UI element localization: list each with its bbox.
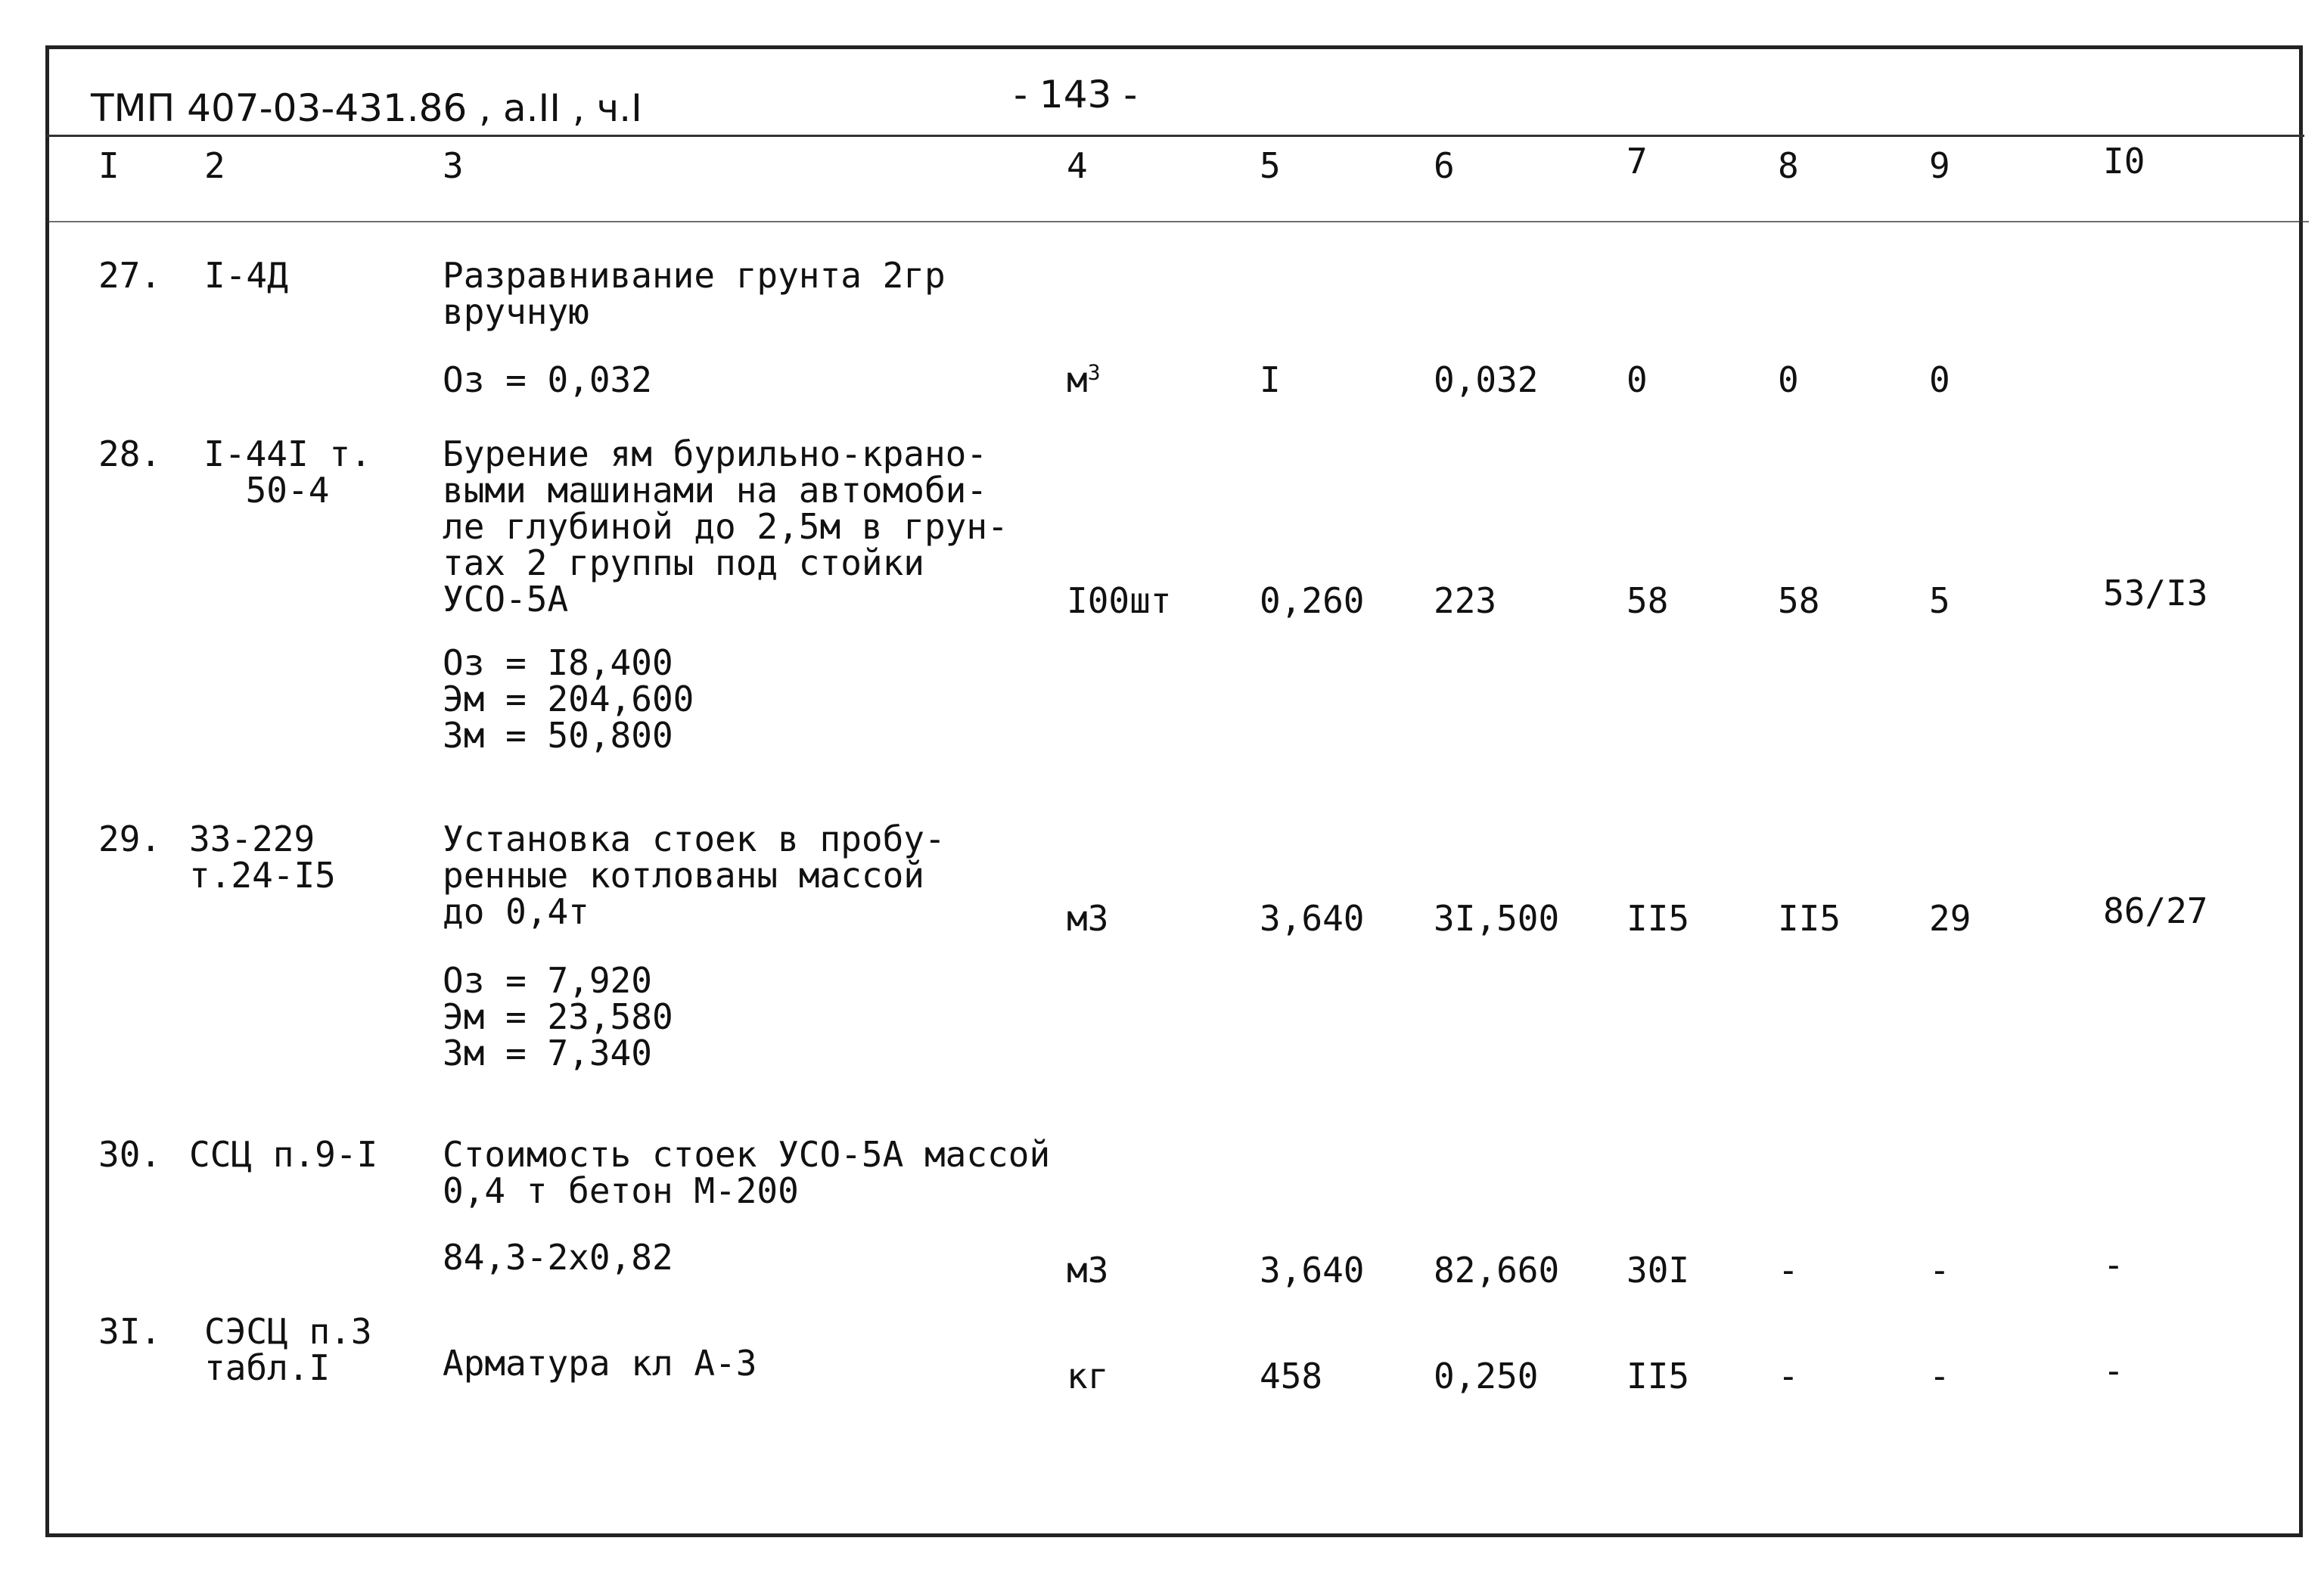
column-header: 4 (1067, 145, 1088, 186)
col-9-value: 0 (1929, 359, 1950, 400)
column-header: 3 (443, 145, 464, 186)
col-7-value: 58 (1626, 580, 1669, 621)
row-number: 3I. (98, 1311, 162, 1352)
norm-code: 33-229 т.24-I5 (189, 819, 336, 896)
col-8-value: 58 (1778, 580, 1820, 621)
col-7-value: 0 (1626, 359, 1648, 400)
col-8-value: - (1778, 1356, 1799, 1396)
col-10-value: 53/I3 (2103, 573, 2208, 614)
row-number: 30. (98, 1134, 162, 1175)
column-header: 6 (1434, 145, 1455, 186)
unit: I00шт (1067, 580, 1172, 621)
quantity: 458 (1260, 1356, 1323, 1396)
col-7-value: II5 (1626, 898, 1690, 939)
column-header: 9 (1929, 145, 1950, 186)
page-number: - 143 - (1014, 73, 1138, 117)
col-9-value: 5 (1929, 580, 1950, 621)
col-8-value: - (1778, 1250, 1799, 1291)
column-header: 2 (204, 145, 225, 186)
unit-cost: 82,660 (1434, 1250, 1560, 1291)
header-rule (47, 135, 2304, 137)
col-9-value: - (1929, 1250, 1950, 1291)
col-7-value: II5 (1626, 1356, 1690, 1396)
page-frame (45, 45, 2303, 1537)
quantity: 0,260 (1260, 580, 1365, 621)
norm-code: СЭСЦ п.3 табл.I (204, 1311, 372, 1388)
norm-code: I-44I т. 50-4 (204, 433, 371, 511)
unit: кг (1067, 1356, 1109, 1396)
unit: м3 (1067, 898, 1109, 939)
col-9-value: - (1929, 1356, 1950, 1396)
column-header: 8 (1778, 145, 1799, 186)
quantity: I (1260, 359, 1281, 400)
cost-formula: Оз = 0,032 (443, 359, 652, 400)
col-10-value: - (2103, 1350, 2124, 1391)
work-description: Разравнивание грунта 2гр вручную (443, 255, 946, 332)
work-description: Бурение ям бурильно-крано- выми машинами на автомоби- ле глубиной до 2,5м в грун- тах 2 группы под стойки УСО-5А (443, 433, 1008, 620)
cost-formula: Оз = 7,920 Эм = 23,580 Зм = 7,340 (443, 960, 673, 1073)
column-header: I (98, 145, 120, 186)
col-8-value: II5 (1778, 898, 1841, 939)
column-header: I0 (2103, 141, 2145, 182)
work-description: Арматура кл А-3 (443, 1343, 757, 1384)
quantity: 3,640 (1260, 1250, 1365, 1291)
unit-cost: 3I,500 (1434, 898, 1560, 939)
work-description: Установка стоек в пробу- ренные котлованы массой до 0,4т (443, 819, 946, 932)
row-number: 27. (98, 255, 162, 296)
unit: $м^3$ (1067, 359, 1101, 400)
col-10-value: - (2103, 1244, 2124, 1285)
cost-formula: 84,3-2х0,82 (443, 1237, 673, 1278)
row-number: 29. (98, 819, 162, 859)
norm-code: ССЦ п.9-I (189, 1134, 378, 1175)
norm-code: I-4Д (204, 255, 288, 296)
column-header-rule (47, 221, 2309, 222)
unit: м3 (1067, 1250, 1109, 1291)
col-8-value: 0 (1778, 359, 1799, 400)
cost-formula: Оз = I8,400 Эм = 204,600 Зм = 50,800 (443, 642, 694, 756)
column-header: 5 (1260, 145, 1281, 186)
col-7-value: 30I (1626, 1250, 1690, 1291)
unit-superscript: 3 (1087, 359, 1101, 385)
document-reference: ТМП 407-03-431.86 , а.II , ч.I (91, 86, 642, 130)
unit-cost: 223 (1434, 580, 1497, 621)
col-10-value: 86/27 (2103, 890, 2208, 931)
unit-cost: 0,032 (1434, 359, 1539, 400)
unit-cost: 0,250 (1434, 1356, 1539, 1396)
row-number: 28. (98, 433, 162, 474)
column-header: 7 (1626, 141, 1648, 182)
work-description: Стоимость стоек УСО-5А массой 0,4 т бетон М-200 (443, 1134, 1051, 1211)
col-9-value: 29 (1929, 898, 1971, 939)
quantity: 3,640 (1260, 898, 1365, 939)
